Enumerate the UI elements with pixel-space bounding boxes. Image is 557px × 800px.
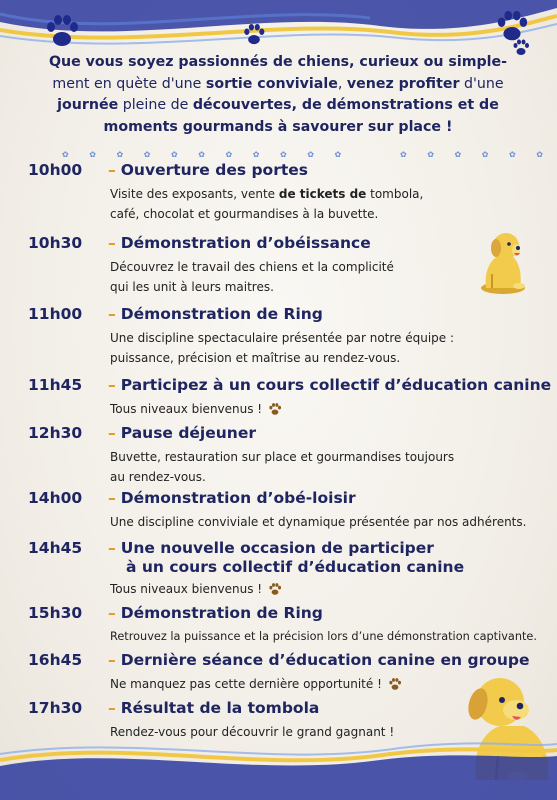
description-line: Tous niveaux bienvenus ! bbox=[110, 582, 263, 596]
paw-print-icon bbox=[40, 12, 84, 52]
separator-dash: – bbox=[108, 305, 116, 323]
paw-print-icon bbox=[240, 22, 268, 48]
intro-text: , bbox=[337, 75, 347, 92]
description-line: Buvette, restauration sur place et gourmandises toujours bbox=[110, 450, 455, 464]
schedule-time: 17h30 bbox=[28, 699, 83, 717]
description-line: Ne manquez pas cette dernière opportunité ! bbox=[110, 677, 382, 691]
schedule-time: 10h30 bbox=[28, 234, 83, 252]
schedule-title: Ouverture des portes bbox=[120, 161, 308, 179]
schedule-description bbox=[28, 184, 553, 224]
intro-emphasis: découvertes, de démonstrations et de bbox=[192, 97, 499, 113]
sitting-dog-illustration bbox=[472, 226, 534, 296]
description-line: Une discipline conviviale et dynamique présentée par nos adhérents. bbox=[110, 515, 527, 529]
schedule-description bbox=[28, 512, 553, 532]
separator-dash: – bbox=[108, 651, 116, 669]
description-line: Tous niveaux bienvenus ! bbox=[110, 402, 263, 416]
schedule-title: Pause déjeuner bbox=[120, 424, 256, 442]
separator-dash: – bbox=[108, 161, 116, 179]
description-line: puissance, précision et maîtrise au rendez-vous. bbox=[110, 351, 401, 365]
schedule-time: 10h00 bbox=[28, 161, 83, 179]
schedule-description bbox=[28, 447, 553, 487]
description-line: Rendez-vous pour découvrir le grand gagnant ! bbox=[110, 725, 395, 739]
separator-dash: – bbox=[108, 604, 116, 622]
description-line: Une discipline spectaculaire présentée par notre équipe : bbox=[110, 331, 455, 345]
schedule-item bbox=[28, 305, 553, 368]
schedule-title: Participez à un cours collectif d’éducation canine bbox=[120, 376, 552, 394]
schedule-time: 14h45 bbox=[28, 539, 83, 557]
schedule-title: Résultat de la tombola bbox=[120, 699, 320, 717]
description-text: tombola, bbox=[366, 187, 424, 201]
schedule-time: 16h45 bbox=[28, 651, 83, 669]
schedule-item bbox=[28, 161, 553, 224]
description-emphasis: de tickets de bbox=[278, 187, 367, 201]
intro-line: moments gourmands à savourer sur place ! bbox=[103, 118, 453, 135]
schedule-time: 14h00 bbox=[28, 489, 83, 507]
schedule-time: 11h00 bbox=[28, 305, 83, 323]
description-text: Visite des exposants, vente bbox=[110, 187, 279, 201]
schedule-item bbox=[28, 376, 553, 419]
description-line: Retrouvez la puissance et la précision lors d’une démonstration captivante. bbox=[110, 630, 537, 643]
schedule-item bbox=[28, 489, 553, 532]
separator-dash: – bbox=[108, 234, 116, 252]
description-line: au rendez-vous. bbox=[110, 470, 206, 484]
schedule-time: 15h30 bbox=[28, 604, 83, 622]
schedule-item bbox=[28, 539, 553, 599]
paw-print-icon bbox=[267, 402, 283, 417]
schedule-item bbox=[28, 424, 553, 487]
paw-dots-decoration: ✿ ✿ ✿ ✿ ✿ ✿ bbox=[400, 150, 552, 159]
schedule-title: Démonstration de Ring bbox=[120, 604, 323, 622]
intro-emphasis: journée bbox=[57, 97, 119, 113]
intro-text: ment en quète d'une bbox=[52, 75, 206, 92]
paw-dots-decoration: ✿ ✿ ✿ ✿ ✿ ✿ ✿ ✿ ✿ ✿ ✿ bbox=[62, 150, 351, 159]
puppy-illustration bbox=[452, 668, 557, 780]
intro-emphasis: sortie conviviale bbox=[205, 75, 338, 92]
intro-line: Que vous soyez passionnés de chiens, curieux ou simple- bbox=[48, 54, 508, 70]
separator-dash: – bbox=[108, 376, 116, 394]
separator-dash: – bbox=[108, 699, 116, 717]
intro-text: pleine de bbox=[118, 97, 193, 113]
separator-dash: – bbox=[108, 539, 116, 557]
schedule-time: 12h30 bbox=[28, 424, 83, 442]
schedule-title: Démonstration d’obéissance bbox=[120, 234, 371, 252]
schedule-time: 11h45 bbox=[28, 376, 83, 394]
description-line: Découvrez le travail des chiens et la complicité bbox=[110, 260, 394, 274]
paw-print-icon bbox=[387, 677, 403, 692]
schedule-title: Une nouvelle occasion de participer bbox=[120, 539, 434, 557]
intro-text: d'une bbox=[459, 75, 504, 92]
description-line: café, chocolat et gourmandises à la buvette. bbox=[110, 207, 379, 221]
schedule-title: Démonstration de Ring bbox=[120, 305, 323, 323]
separator-dash: – bbox=[108, 489, 116, 507]
schedule-title: Démonstration d’obé-loisir bbox=[120, 489, 356, 507]
schedule-description bbox=[28, 579, 553, 599]
description-line: qui les unit à leurs maitres. bbox=[110, 280, 274, 294]
schedule-item bbox=[28, 604, 553, 647]
schedule-title-continued: à un cours collectif d’éducation canine bbox=[126, 558, 465, 576]
schedule-description bbox=[28, 627, 553, 647]
schedule-description bbox=[28, 399, 553, 419]
paw-print-icon bbox=[267, 582, 283, 597]
separator-dash: – bbox=[108, 424, 116, 442]
schedule-description bbox=[28, 328, 553, 368]
intro-paragraph bbox=[28, 52, 528, 138]
schedule-title: Dernière séance d’éducation canine en groupe bbox=[120, 651, 530, 669]
intro-emphasis: venez profiter bbox=[346, 75, 460, 92]
